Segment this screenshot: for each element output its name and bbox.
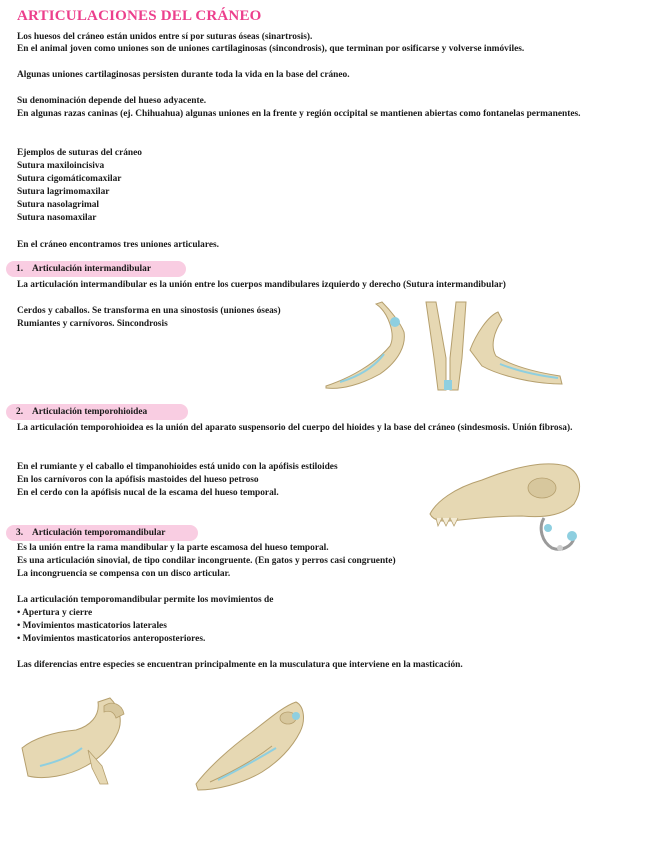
horse-skull-icon	[192, 698, 308, 792]
section-2-line: En los carnívoros con la apófisis mastoides del hueso petroso	[17, 475, 259, 485]
intro-line-4: Su denominación depende del hueso adyacente.	[17, 96, 207, 106]
mandible-medial-icon	[470, 312, 562, 384]
section-1-line: Rumiantes y carnívoros. Sincondrosis	[17, 319, 168, 329]
section-title: Articulación temporohioidea	[32, 407, 148, 417]
section-2-heading	[6, 404, 188, 420]
page-title: ARTICULACIONES DEL CRÁNEO	[17, 8, 262, 24]
section-3-line: Es la unión entre la rama mandibular y la parte escamosa del hueso temporal.	[17, 543, 329, 553]
section-1-line: La articulación intermandibular es la unión entre los cuerpos mandibulares izquierdo y derecho (Sutura intermandibular)	[17, 280, 506, 290]
section-2-line: La articulación temporohioidea es la unión del aparato suspensorio del cuerpo del hioides y la base del cráneo (sindesmosis. Unión fibrosa).	[17, 423, 573, 433]
suture-item: Sutura nasomaxilar	[17, 213, 97, 223]
section-3-bullet: • Movimientos masticatorios laterales	[17, 621, 167, 631]
section-number: 3.	[16, 528, 24, 538]
section-title: Articulación intermandibular	[32, 264, 152, 274]
intro-line-3: Algunas uniones cartilaginosas persisten durante toda la vida en la base del cráneo.	[17, 70, 350, 80]
section-3-bullet: • Movimientos masticatorios anteroposteriores.	[17, 634, 206, 644]
suture-item: Sutura nasolagrimal	[17, 200, 100, 210]
section-3-line: La articulación temporomandibular permite los movimientos de	[17, 595, 274, 605]
suture-item: Sutura cigomáticomaxilar	[17, 174, 122, 184]
intro-line-5: En algunas razas caninas (ej. Chihuahua) algunas uniones en la frente y región occipital se mantienen abiertas como fontanelas permanentes.	[17, 109, 581, 119]
section-2-line: En el rumiante y el caballo el timpanohioides está unido con la apófisis estiloides	[17, 462, 338, 472]
mandible-lateral-icon	[326, 302, 404, 388]
section-3-bullet: • Apertura y cierre	[17, 608, 93, 618]
suture-item: Sutura lagrimomaxilar	[17, 187, 110, 197]
sutures-heading: Ejemplos de suturas del cráneo	[17, 148, 142, 158]
ruminant-tmj-icon	[20, 696, 130, 786]
mandible-dorsal-icon	[426, 302, 466, 390]
section-title: Articulación temporomandibular	[32, 528, 166, 538]
section-number: 2.	[16, 407, 24, 417]
section-1-heading	[6, 261, 186, 277]
section-3-heading	[6, 525, 198, 541]
section-2-line: En el cerdo con la apófisis nucal de la escama del hueso temporal.	[17, 488, 279, 498]
section-1-line: Cerdos y caballos. Se transforma en una sinostosis (uniones óseas)	[17, 306, 281, 316]
section-3-line: La incongruencia se compensa con un disco articular.	[17, 569, 231, 579]
mandible-figures	[320, 298, 570, 393]
section-3-line: Las diferencias entre especies se encuentran principalmente en la musculatura que interviene en la masticación.	[17, 660, 463, 670]
three-unions-text: En el cráneo encontramos tres uniones articulares.	[17, 240, 219, 250]
dog-skull-hyoid-icon	[426, 458, 588, 558]
intro-line-1: Los huesos del cráneo están unidos entre sí por suturas óseas (sinartrosis).	[17, 32, 313, 42]
section-number: 1.	[16, 264, 24, 274]
suture-item: Sutura maxiloincisiva	[17, 161, 105, 171]
section-3-line: Es una articulación sinovial, de tipo condilar incongruente. (En gatos y perros casi congruente)	[17, 556, 396, 566]
intro-line-2: En el animal joven como uniones son de uniones cartilaginosas (sincondrosis), que terminan por osificarse y volverse inmóviles.	[17, 44, 525, 54]
